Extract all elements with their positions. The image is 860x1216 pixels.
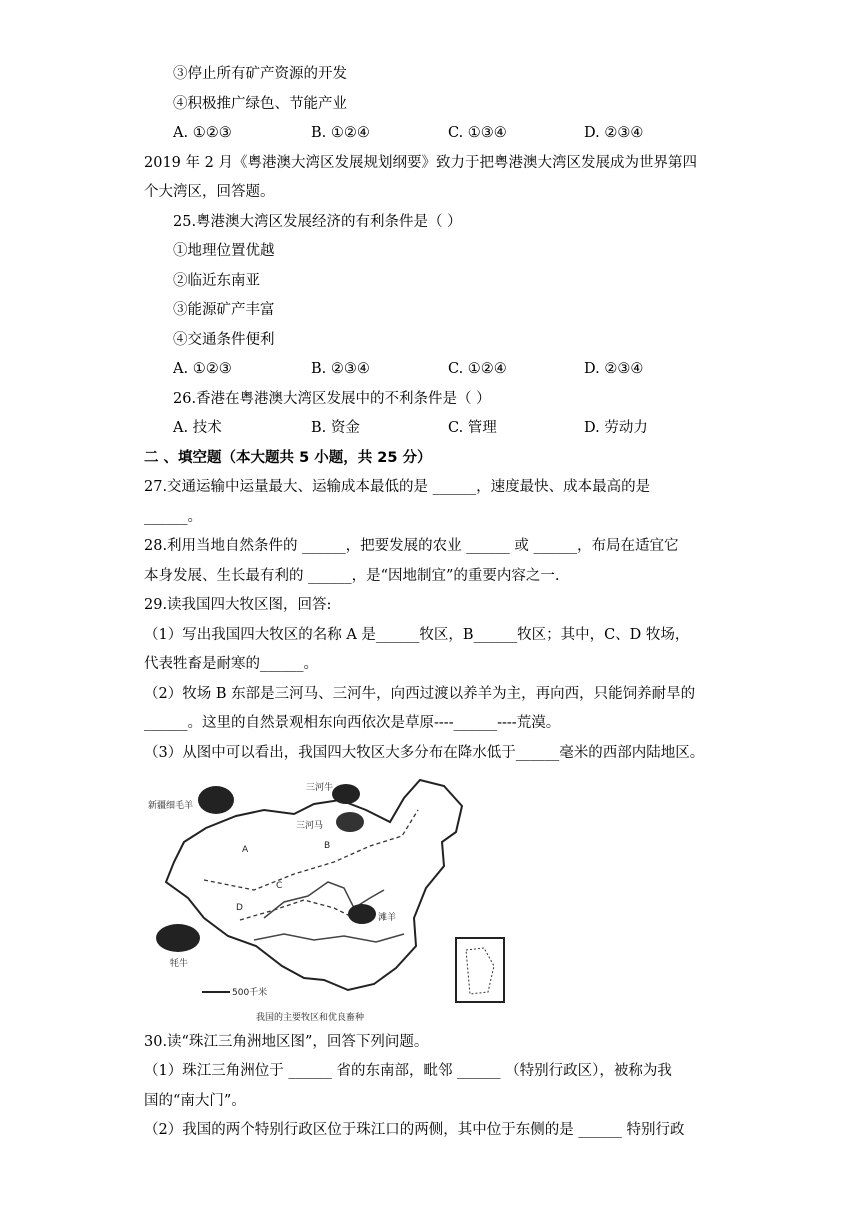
q25-item-3: ③能源矿产丰富 — [173, 302, 275, 318]
label-xinjiang-sheep: 新疆细毛羊 — [148, 801, 194, 811]
q25-stem: 25.粤港澳大湾区发展经济的有利条件是（ ） — [173, 214, 462, 230]
sanhe-horse-icon — [336, 812, 364, 832]
q25-option-c: C. ①②④ — [448, 361, 507, 377]
q26-option-b: B. 资金 — [311, 420, 360, 436]
q27-line-1: 27.交通运输中运量最大、运输成本最低的是 ______，速度最快、成本最高的是 — [144, 479, 651, 495]
q27-line-2: ______。 — [144, 509, 202, 525]
tan-sheep-icon — [348, 904, 376, 924]
label-sanhe-horse: 三河马 — [296, 821, 324, 831]
yak-icon — [156, 924, 200, 952]
q24-item-3: ③停止所有矿产资源的开发 — [173, 66, 347, 82]
q25-option-a: A. ①②③ — [173, 361, 232, 377]
xinjiang-sheep-icon — [198, 786, 234, 814]
q25-option-b: B. ②③④ — [311, 361, 370, 377]
q29-part1-line-1: （1）写出我国四大牧区的名称 A 是______牧区，B______牧区；其中，C、D 牧场， — [144, 627, 690, 643]
region-label-a: A — [242, 845, 249, 855]
pasture-boundary — [240, 900, 358, 920]
q29-stem: 29.读我国四大牧区图，回答: — [144, 597, 332, 613]
intro-line-2: 个大湾区，回答题。 — [144, 184, 275, 200]
q25-item-4: ④交通条件便利 — [173, 332, 275, 348]
pasture-map-figure — [144, 770, 524, 1026]
q24-option-a: A. ①②③ — [173, 125, 232, 141]
q24-option-d: D. ②③④ — [584, 125, 644, 141]
q29-part2-line-1: （2）牧场 B 东部是三河马、三河牛，向西过渡以养羊为主，再向西，只能饲养耐旱的 — [144, 686, 696, 702]
label-tan-sheep: 滩羊 — [378, 913, 397, 923]
q28-line-2: 本身发展、生长最有利的 ______，是“因地制宜”的重要内容之一. — [144, 568, 560, 584]
q30-part2-line-1: （2）我国的两个特别行政区位于珠江口的两侧，其中位于东侧的是 ______ 特别行政 — [144, 1122, 685, 1138]
yangtze-river — [254, 934, 404, 942]
q24-option-b: B. ①②④ — [311, 125, 370, 141]
q26-option-c: C. 管理 — [448, 420, 497, 436]
q25-option-d: D. ②③④ — [584, 361, 644, 377]
q24-item-4: ④积极推广绿色、节能产业 — [173, 96, 347, 112]
q28-line-1: 28.利用当地自然条件的 ______，把要发展的农业 ______ 或 ______，布局在适宜它 — [144, 538, 679, 554]
q26-stem: 26.香港在粤港澳大湾区发展中的不利条件是（ ） — [173, 391, 491, 407]
scale-label: 500千米 — [232, 988, 268, 998]
q25-item-2: ②临近东南亚 — [173, 273, 260, 289]
sanhe-cattle-icon — [332, 784, 360, 804]
q26-option-a: A. 技术 — [173, 420, 222, 436]
q26-option-d: D. 劳动力 — [584, 420, 648, 436]
label-yak: 牦牛 — [170, 959, 189, 969]
q29-part3-line-1: （3）从图中可以看出，我国四大牧区大多分布在降水低于______毫米的西部内陆地区。 — [144, 745, 705, 761]
region-label-b: B — [324, 841, 331, 851]
q29-part2-line-2: ______。这里的自然景观相东向西依次是草原----______----荒漠。 — [144, 715, 561, 731]
label-sanhe-cattle: 三河牛 — [306, 783, 334, 793]
q24-option-c: C. ①③④ — [448, 125, 507, 141]
region-label-d: D — [236, 903, 243, 913]
map-caption: 我国的主要牧区和优良畜种 — [256, 1013, 365, 1023]
q30-stem: 30.读“珠江三角洲地区图”，回答下列问题。 — [144, 1034, 429, 1050]
region-label-c: C — [276, 881, 283, 891]
q25-item-1: ①地理位置优越 — [173, 243, 275, 259]
section-heading: 二 、填空题（本大题共 5 小题，共 25 分） — [144, 450, 432, 466]
q30-part1-line-2: 国的“南大门”。 — [144, 1093, 246, 1109]
q30-part1-line-1: （1）珠江三角洲位于 ______ 省的东南部，毗邻 ______ （特别行政区），被称为我 — [144, 1063, 672, 1079]
intro-line-1: 2019 年 2 月《粤港澳大湾区发展规划纲要》致力于把粤港澳大湾区发展成为世界第四 — [144, 155, 697, 171]
pasture-map — [144, 770, 524, 1026]
q29-part1-line-2: 代表牲畜是耐寒的______。 — [144, 656, 318, 672]
